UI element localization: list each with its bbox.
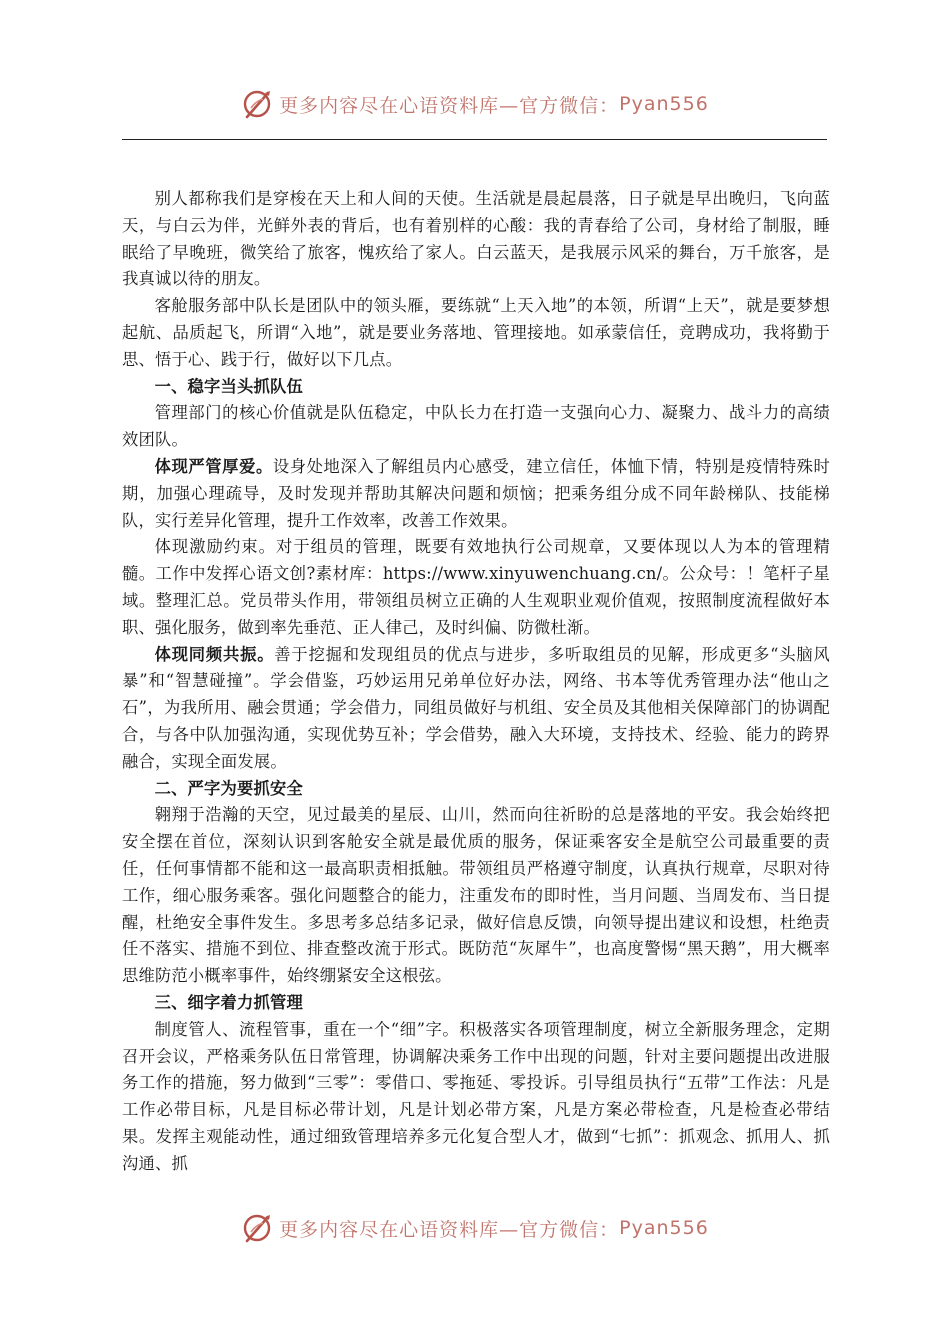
paragraph-intro: 别人都称我们是穿梭在天上和人间的天使。生活就是晨起晨落，日子就是早出晚归，飞向蓝天，与白云为伴，光鲜外表的背后，也有着别样的心酸：我的青春给了公司，身材给了制服，睡眠给了早晚班，微笑给了旅客，愧疚给了家人。白云蓝天，是我展示风采的舞台，万千旅客，是我真诚以待的朋友。: [122, 189, 830, 289]
footer-banner-text: 更多内容尽在心语资料库—官方微信：: [279, 1218, 620, 1241]
paragraph-management: 制度管人、流程管事，重在一个“细”字。积极落实各项管理制度，树立全新服务理念，定期召开会议，严格乘务队伍日常管理，协调解决乘务工作中出现的问题，针对主要问题提出改进服务工作的措施，努力做到“三零”：零借口、零拖延、零投诉。引导组员执行“五带”工作法：凡是工作必带目标，凡是目标必带计划，凡是计划必带方案，凡是方案必带检查，凡是检查必带结果。发挥主观能动性，通过细致管理培养多元化复合型人才，做到“七抓”：抓观念、抓用人、抓沟通、抓: [122, 1019, 830, 1173]
header-banner-text: 更多内容尽在心语资料库—官方微信：: [279, 94, 620, 117]
header-banner: [0, 84, 950, 124]
paragraph-text: 设身处地深入了解组员内心感受，建立信任，体恤下情，特别是疫情特殊时期，加强心理疏导，及时发现并帮助其解决问题和烦恼；把乘务组分成不同年龄梯队、技能梯队，实行差异化管理，提升工作效率，改善工作效果。: [122, 456, 831, 530]
section-heading-2: 二、严字为要抓安全: [154, 778, 303, 798]
header-divider: [122, 139, 827, 140]
paragraph-role: 客舱服务部中队长是团队中的领头雁，要练就“上天入地”的本领，所谓“上天”，就是要梦想起航、品质起飞，所谓“入地”，就是要业务落地、管理接地。如承蒙信任，竞聘成功，我将勤于思、悟于心、践于行，做好以下几点。: [122, 296, 830, 369]
paragraph-lead: 体现严管厚爱。: [154, 456, 273, 476]
paragraph-resonance: [122, 642, 830, 776]
section-heading-1: 一、稳字当头抓队伍: [154, 376, 303, 396]
paragraph-team-value: 管理部门的核心价值就是队伍稳定，中队长力在打造一支强向心力、凝聚力、战斗力的高绩效团队。: [122, 403, 830, 450]
section-heading-3: 三、细字着力抓管理: [154, 992, 303, 1012]
paragraph-incentive: 体现激励约束。对于组员的管理，既要有效地执行公司规章，又要体现以人为本的管理精髓。工作中发挥心语文创?素材库：https://www.xinyuwenchuang.cn/。公众号：！笔杆子星域。整理汇总。党员带头作用，带领组员树立正确的人生观职业观价值观，按照制度流程做好本职、强化服务，做到率先垂范、正人律己，及时纠偏、防微杜渐。: [122, 537, 830, 637]
document-body: [122, 186, 830, 1177]
footer-banner: [0, 1208, 950, 1248]
footer-wechat-id: Pyan556: [619, 1217, 709, 1239]
paragraph-strict-care: [122, 454, 830, 534]
paragraph-lead: 体现同频共振。: [154, 644, 275, 664]
paragraph-text: 善于挖掘和发现组员的优点与进步，多听取组员的见解，形成更多“头脑风暴”和“智慧碰撞”。学会借鉴，巧妙运用兄弟单位好办法，网络、书本等优秀管理办法“他山之石”，为我所用、融会贯通；学会借力，同组员做好与机组、安全员及其他相关保障部门的协调配合，与各中队加强沟通，实现优势互补；学会借势，融入大环境，支持技术、经验、能力的跨界融合，实现全面发展。: [122, 644, 830, 771]
paragraph-safety: 翱翔于浩瀚的天空，见过最美的星辰、山川，然而向往祈盼的总是落地的平安。我会始终把安全摆在首位，深刻认识到客舱安全就是最优质的服务，保证乘客安全是航空公司最重要的责任，任何事情都不能和这一最高职责相抵触。带领组员严格遵守制度，认真执行规章，尽职对待工作，细心服务乘客。强化问题整合的能力，注重发布的即时性，当月问题、当周发布、当日提醒，杜绝安全事件发生。多思考多总结多记录，做好信息反馈，向领导提出建议和设想，杜绝责任不落实、措施不到位、排查整改流于形式。既防范“灰犀牛”，也高度警惕“黑天鹅”，用大概率思维防范小概率事件，始终绷紧安全这根弦。: [122, 805, 830, 986]
header-wechat-id: Pyan556: [619, 93, 709, 115]
pen-logo-icon: [241, 1211, 275, 1245]
pen-logo-icon: [241, 87, 275, 121]
